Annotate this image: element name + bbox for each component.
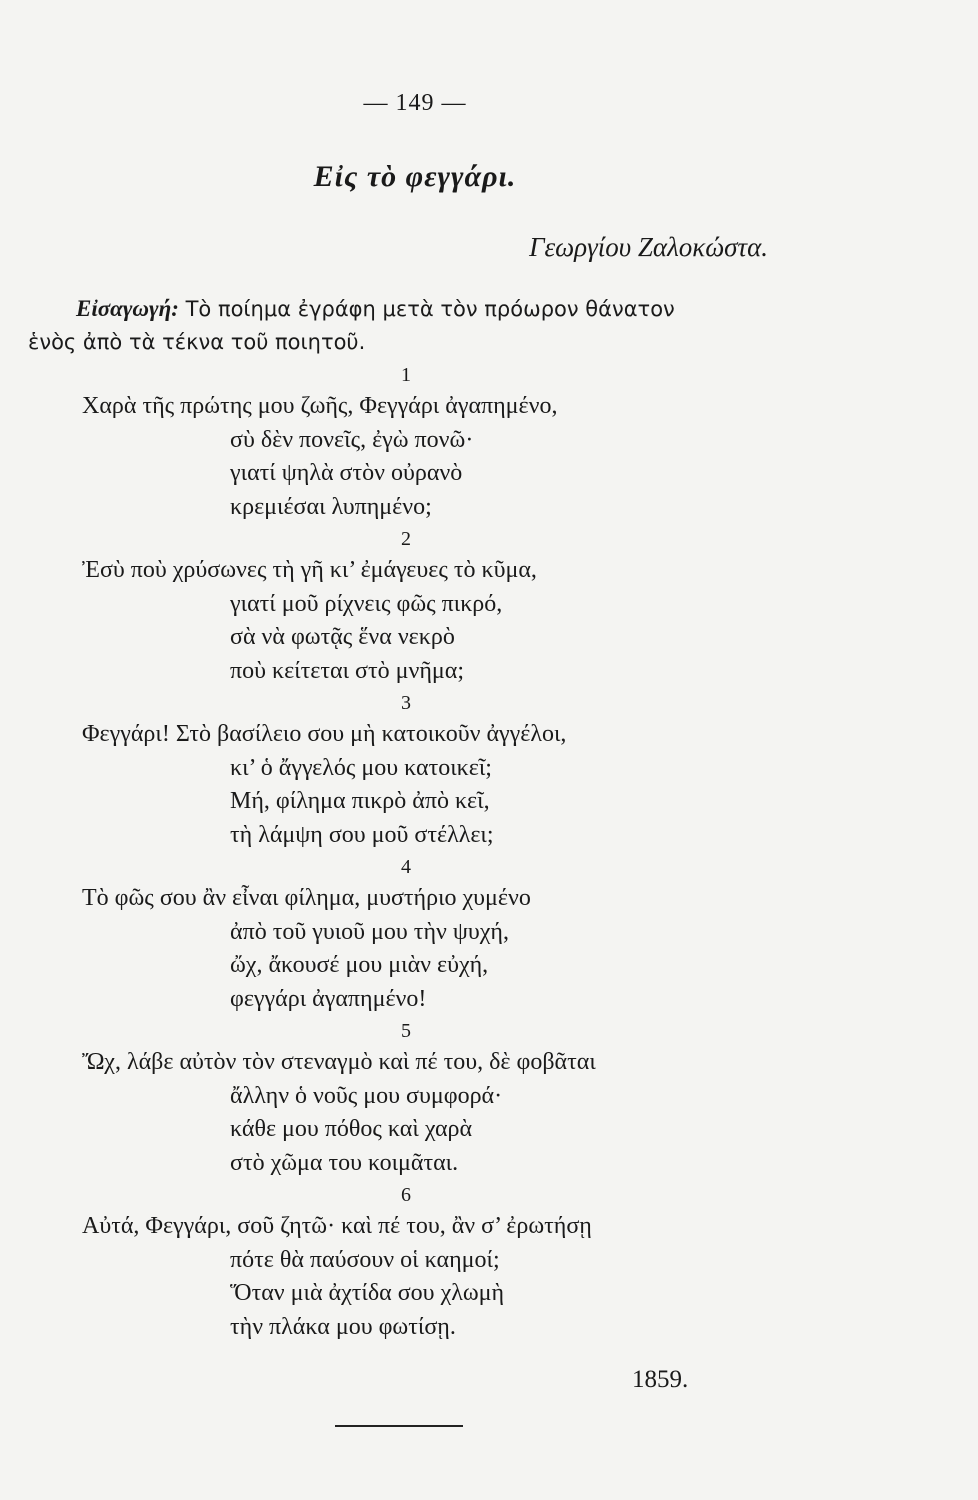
poem-year: 1859. xyxy=(632,1366,689,1393)
verse-line: σὺ δὲν πονεῖς, ἐγὼ πονῶ· xyxy=(230,426,474,453)
stanza-5 xyxy=(0,1016,978,1180)
poem-body xyxy=(0,360,978,1344)
verse-line: κρεμιέσαι λυπημένο; xyxy=(230,493,432,520)
verse-line: Φεγγάρι! Στὸ βασίλειο σου μὴ κατοικοῦν ἀγγέλοι, xyxy=(82,721,567,747)
verse-line: Μή, φίλημα πικρὸ ἀπὸ κεῖ, xyxy=(230,788,490,814)
stanza-1 xyxy=(0,360,978,524)
poem-title: Εἰς τὸ φεγγάρι. xyxy=(313,160,517,193)
verse-line: ὤχ, ἄκουσέ μου μιὰν εὐχή, xyxy=(230,952,489,978)
verse-line: σὰ νὰ φωτᾷς ἕνα νεκρὸ xyxy=(230,624,455,650)
verse-line: Τὸ φῶς σου ἂν εἶναι φίλημα, μυστήριο χυμένο xyxy=(82,885,531,911)
verse-line: γιατί μοῦ ρίχνεις φῶς πικρό, xyxy=(230,590,503,617)
stanza-6 xyxy=(0,1180,978,1344)
stanza-number: 5 xyxy=(401,1020,411,1042)
intro-text-1: Τὸ ποίημα ἐγράφη μετὰ τὸν πρόωρον θάνατον xyxy=(185,297,675,321)
verse-line: κάθε μου πόθος καὶ χαρὰ xyxy=(230,1116,473,1142)
verse-line: Χαρὰ τῆς πρώτης μου ζωῆς, Φεγγάρι ἀγαπημένο, xyxy=(82,393,558,419)
intro-line-1 xyxy=(28,292,818,326)
poem-author: Γεωργίου Ζαλοκώστα. xyxy=(529,232,768,262)
stanza-number: 1 xyxy=(401,364,411,386)
verse-line: γιατί ψηλὰ στὸν οὐρανὸ xyxy=(230,460,463,486)
stanza-number: 3 xyxy=(401,692,411,714)
verse-line: τὴν πλάκα μου φωτίσῃ. xyxy=(230,1313,456,1340)
verse-line: ἀπὸ τοῦ γυιοῦ μου τὴν ψυχή, xyxy=(230,918,509,945)
stanza-number: 4 xyxy=(401,856,411,878)
verse-line: πότε θὰ παύσουν οἱ καημοί; xyxy=(230,1246,500,1273)
intro-label: Εἰσαγωγή: xyxy=(76,296,179,321)
verse-line: τὴ λάμψη σου μοῦ στέλλει; xyxy=(230,821,494,848)
verse-line: Αὐτά, Φεγγάρι, σοῦ ζητῶ· καὶ πέ του, ἂν σ’ ἐρωτήσῃ xyxy=(82,1213,592,1239)
verse-line: φεγγάρι ἀγαπημένο! xyxy=(230,985,427,1012)
stanza-4 xyxy=(0,852,978,1016)
stanza-2 xyxy=(0,524,978,688)
intro-text-2: ἑνὸς ἀπὸ τὰ τέκνα τοῦ ποιητοῦ. xyxy=(28,330,366,354)
verse-line: στὸ χῶμα του κοιμᾶται. xyxy=(230,1149,459,1176)
closing-rule xyxy=(335,1425,463,1427)
verse-line: Ὤχ, λάβε αὐτὸν τὸν στεναγμὸ καὶ πέ του, δὲ φοβᾶται xyxy=(82,1049,596,1075)
verse-line: ἄλλην ὁ νοῦς μου συμφορά· xyxy=(230,1082,503,1109)
stanza-3 xyxy=(0,688,978,852)
page-number: — 149 — xyxy=(363,90,467,116)
verse-line: Ἐσὺ ποὺ χρύσωνες τὴ γῆ κι’ ἐμάγευες τὸ κῦμα, xyxy=(82,557,537,583)
stanza-number: 6 xyxy=(401,1184,411,1206)
verse-line: Ὅταν μιὰ ἀχτίδα σου χλωμὴ xyxy=(230,1280,505,1306)
stanza-number: 2 xyxy=(401,528,411,550)
verse-line: ποὺ κείτεται στὸ μνῆμα; xyxy=(230,657,464,684)
introduction xyxy=(28,292,818,359)
verse-line: κι’ ὁ ἄγγελός μου κατοικεῖ; xyxy=(230,754,492,781)
